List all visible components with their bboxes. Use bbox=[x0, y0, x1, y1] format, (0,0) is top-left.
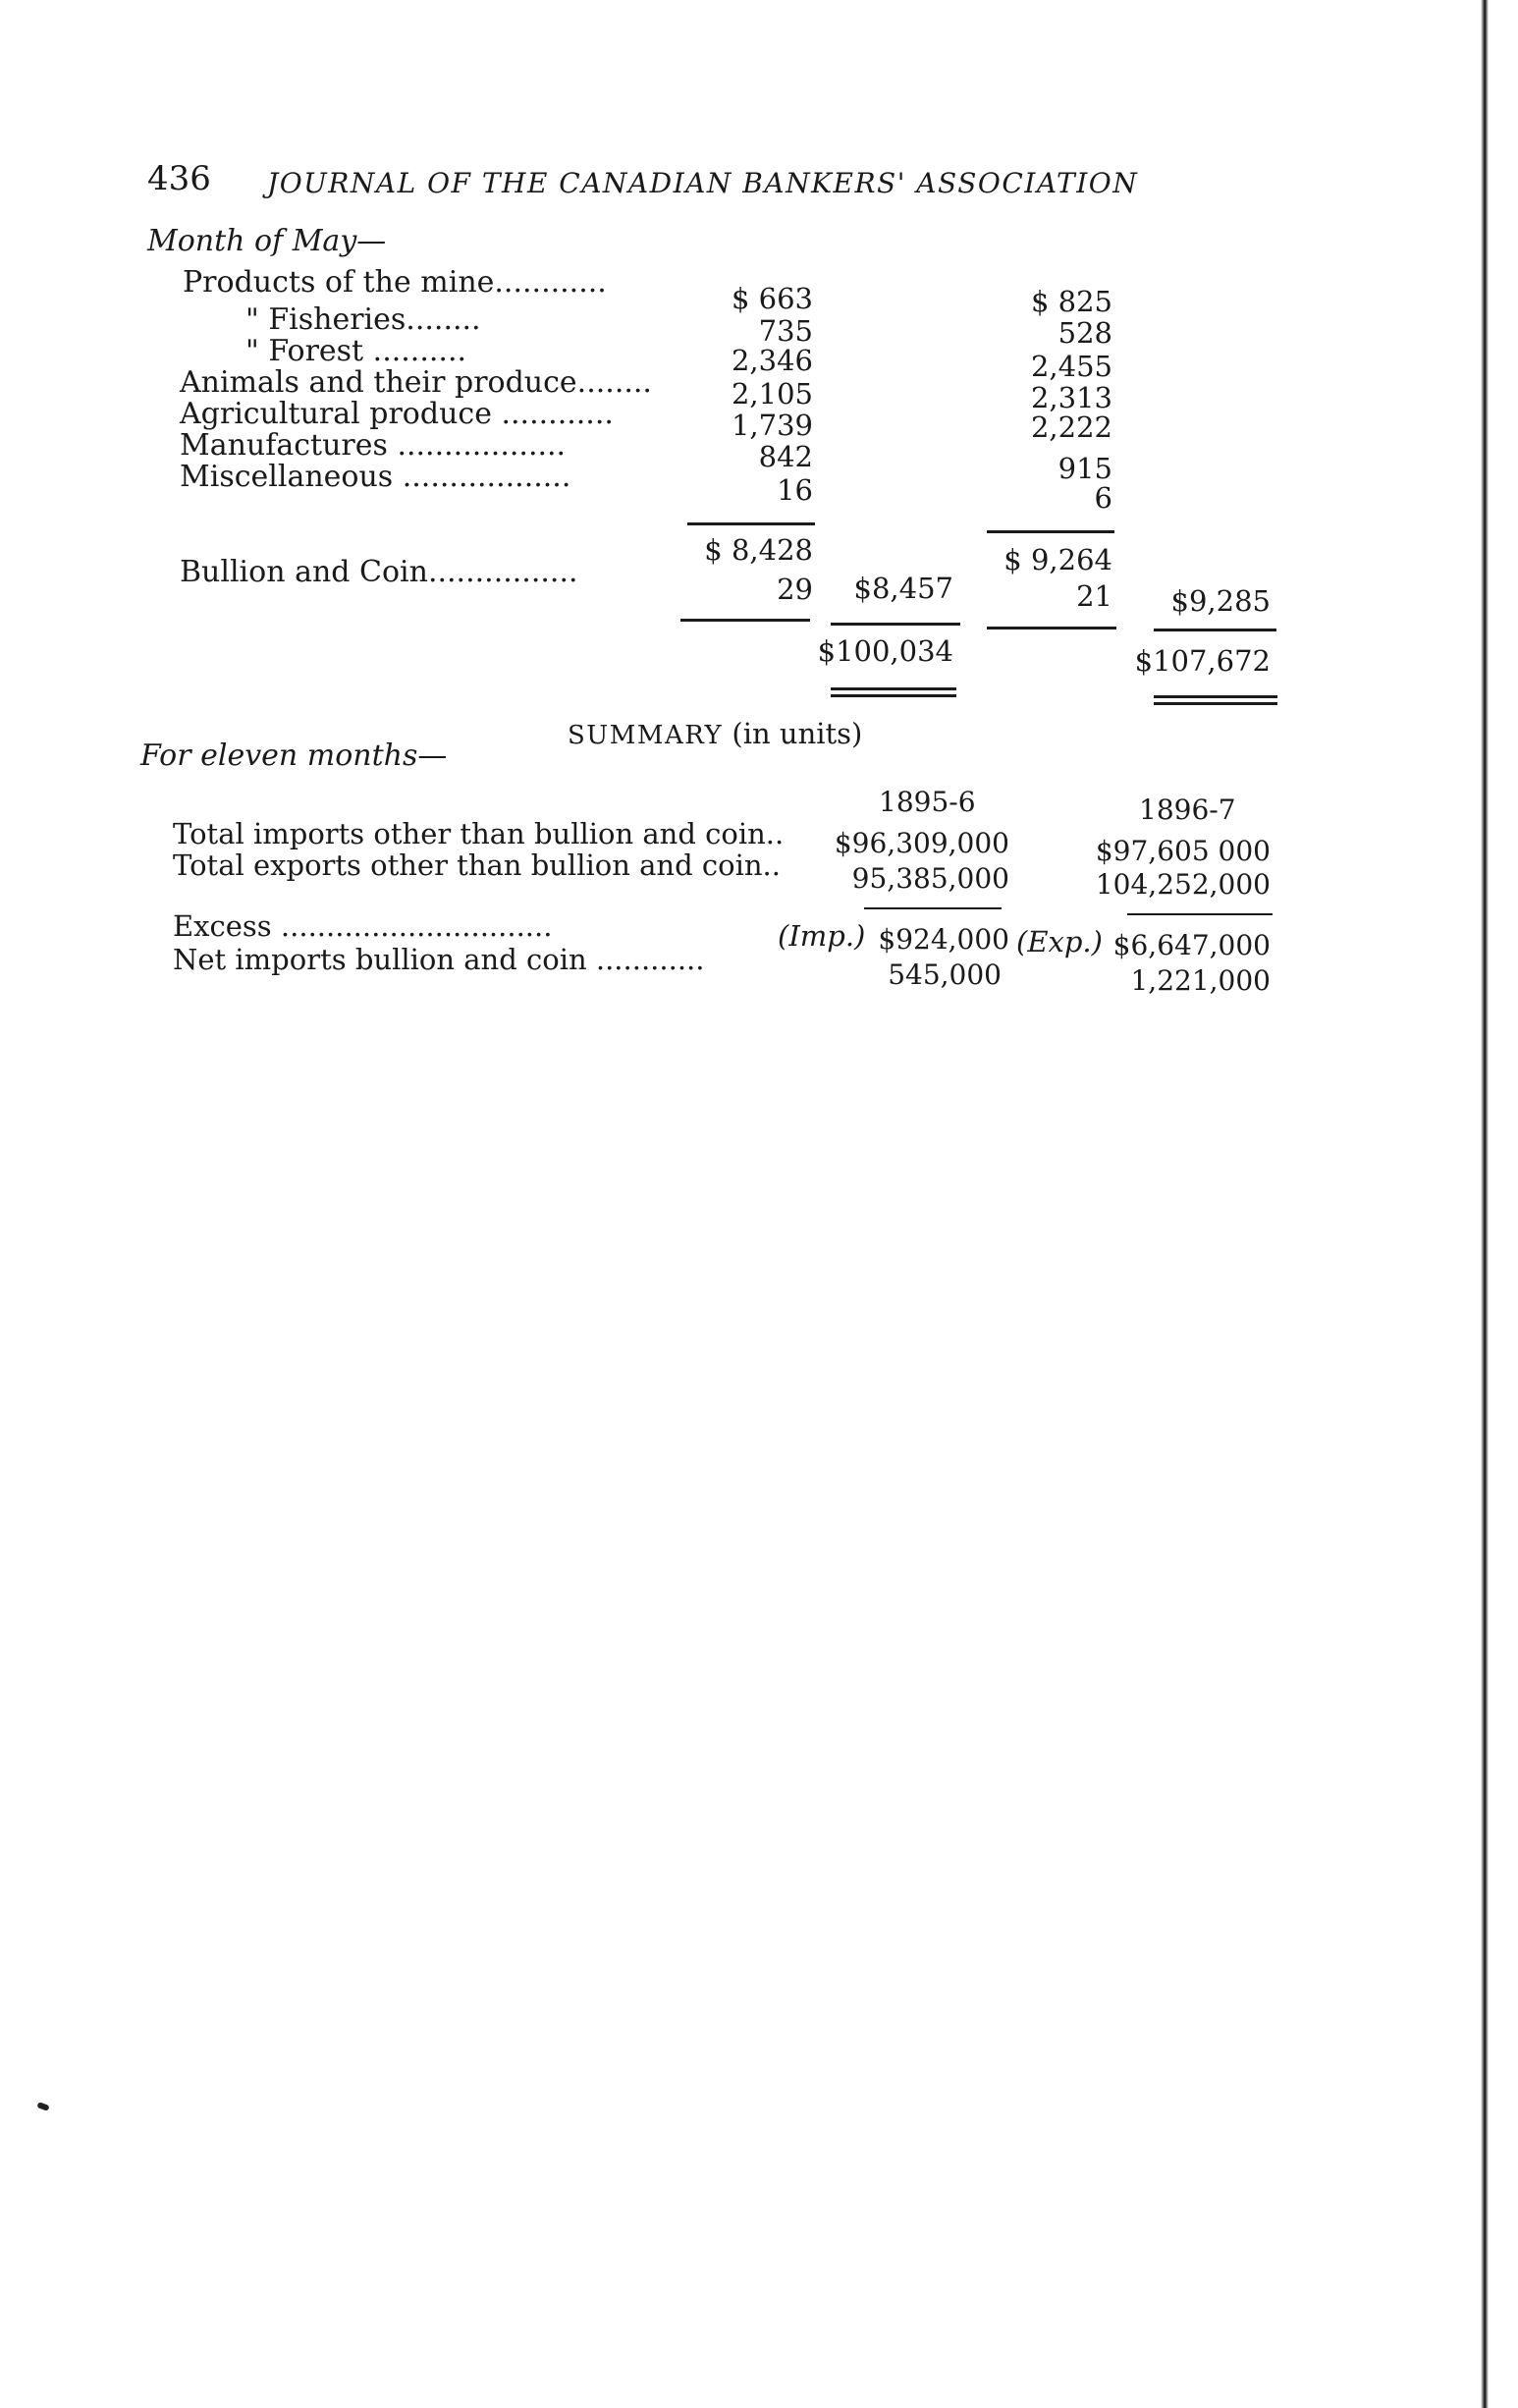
row-label-animals: Animals and their produce........ bbox=[180, 365, 652, 400]
page-number: 436 bbox=[147, 159, 211, 198]
double-rule-1896 bbox=[1154, 695, 1277, 705]
cell-miscellaneous-1895: 16 bbox=[777, 473, 813, 507]
rule-col2-bullion bbox=[831, 623, 960, 626]
cell-agricultural-1896: 2,222 bbox=[1030, 410, 1112, 444]
subtotal-1896: $ 9,264 bbox=[1003, 543, 1112, 576]
cell-excess-1895: $924,000 bbox=[878, 923, 1009, 956]
grand-total-1896: $107,672 bbox=[1134, 644, 1271, 678]
rule-col3-bullion bbox=[987, 627, 1116, 629]
excess-tag-imp: (Imp.) bbox=[778, 919, 866, 953]
row-label-total-imports: Total imports other than bullion and coin.. bbox=[173, 817, 785, 850]
rule-col1-bullion bbox=[680, 619, 810, 622]
section-heading-may: Month of May— bbox=[147, 224, 387, 258]
section-heading-eleven-months: For eleven months— bbox=[140, 739, 448, 773]
cell-mine-1896: $ 825 bbox=[1030, 285, 1112, 318]
summary-title-sc: SUMMARY bbox=[568, 721, 724, 750]
cell-mine-1895: $ 663 bbox=[731, 282, 813, 315]
rule-summary-1895 bbox=[864, 907, 1002, 909]
cell-forest-1896: 2,455 bbox=[1030, 350, 1112, 383]
cell-fisheries-1896: 528 bbox=[1057, 316, 1112, 350]
cell-forest-1895: 2,346 bbox=[731, 344, 813, 377]
grand-total-1895: $100,034 bbox=[817, 634, 953, 668]
summary-title bbox=[568, 717, 862, 750]
cell-total-imports-1895: $96,309,000 bbox=[834, 827, 1009, 859]
row-label-manufactures: Manufactures .................. bbox=[180, 428, 567, 463]
cell-animals-1896: 2,313 bbox=[1030, 381, 1112, 414]
rule-col3-subtotal bbox=[987, 530, 1114, 533]
row-label-net-imports: Net imports bullion and coin ............ bbox=[173, 943, 705, 976]
cell-fisheries-1895: 735 bbox=[758, 314, 813, 348]
rule-summary-1896 bbox=[1127, 913, 1273, 915]
cell-bullion-1896: 21 bbox=[1076, 579, 1112, 613]
cell-total-exports-1895: 95,385,000 bbox=[851, 862, 1009, 895]
row-label-agricultural: Agricultural produce ............ bbox=[180, 397, 614, 431]
excess-tag-exp: (Exp.) bbox=[1016, 925, 1103, 958]
cell-bullion-total-1896: $9,285 bbox=[1170, 584, 1271, 618]
double-rule-1895 bbox=[831, 687, 956, 697]
subtotal-1895: $ 8,428 bbox=[704, 533, 813, 567]
cell-agricultural-1895: 1,739 bbox=[731, 409, 813, 442]
cell-bullion-total-1895: $8,457 bbox=[853, 572, 953, 605]
cell-bullion-1895: 29 bbox=[777, 573, 813, 606]
cell-manufactures-1895: 842 bbox=[758, 440, 813, 473]
row-label-forest: " Forest .......... bbox=[245, 334, 467, 368]
year-header-1896: 1896-7 bbox=[1139, 794, 1236, 826]
summary-title-rest: (in units) bbox=[732, 717, 863, 750]
row-label-excess: Excess .............................. bbox=[173, 909, 553, 943]
scan-speck bbox=[36, 2102, 49, 2111]
scan-edge-shadow bbox=[1481, 0, 1489, 2408]
row-label-total-exports: Total exports other than bullion and coin.. bbox=[173, 848, 781, 882]
row-label-fisheries: " Fisheries........ bbox=[245, 302, 481, 337]
row-label-mine: Products of the mine............ bbox=[183, 265, 607, 300]
rule-col4-bullion bbox=[1154, 629, 1276, 631]
cell-manufactures-1896: 915 bbox=[1057, 452, 1112, 485]
cell-animals-1895: 2,105 bbox=[731, 377, 813, 410]
row-label-bullion: Bullion and Coin................ bbox=[180, 555, 578, 589]
running-title: JOURNAL OF THE CANADIAN BANKERS' ASSOCIATION bbox=[267, 167, 1139, 199]
cell-miscellaneous-1896: 6 bbox=[1094, 481, 1112, 515]
year-header-1895: 1895-6 bbox=[879, 786, 976, 818]
cell-excess-1896: $6,647,000 bbox=[1112, 929, 1271, 961]
cell-total-imports-1896: $97,605 000 bbox=[1095, 835, 1271, 867]
rule-col1-subtotal bbox=[687, 522, 815, 525]
cell-net-imports-1896: 1,221,000 bbox=[1130, 964, 1271, 997]
row-label-miscellaneous: Miscellaneous .................. bbox=[180, 460, 571, 494]
cell-net-imports-1895: 545,000 bbox=[888, 958, 1002, 991]
cell-total-exports-1896: 104,252,000 bbox=[1095, 868, 1271, 901]
